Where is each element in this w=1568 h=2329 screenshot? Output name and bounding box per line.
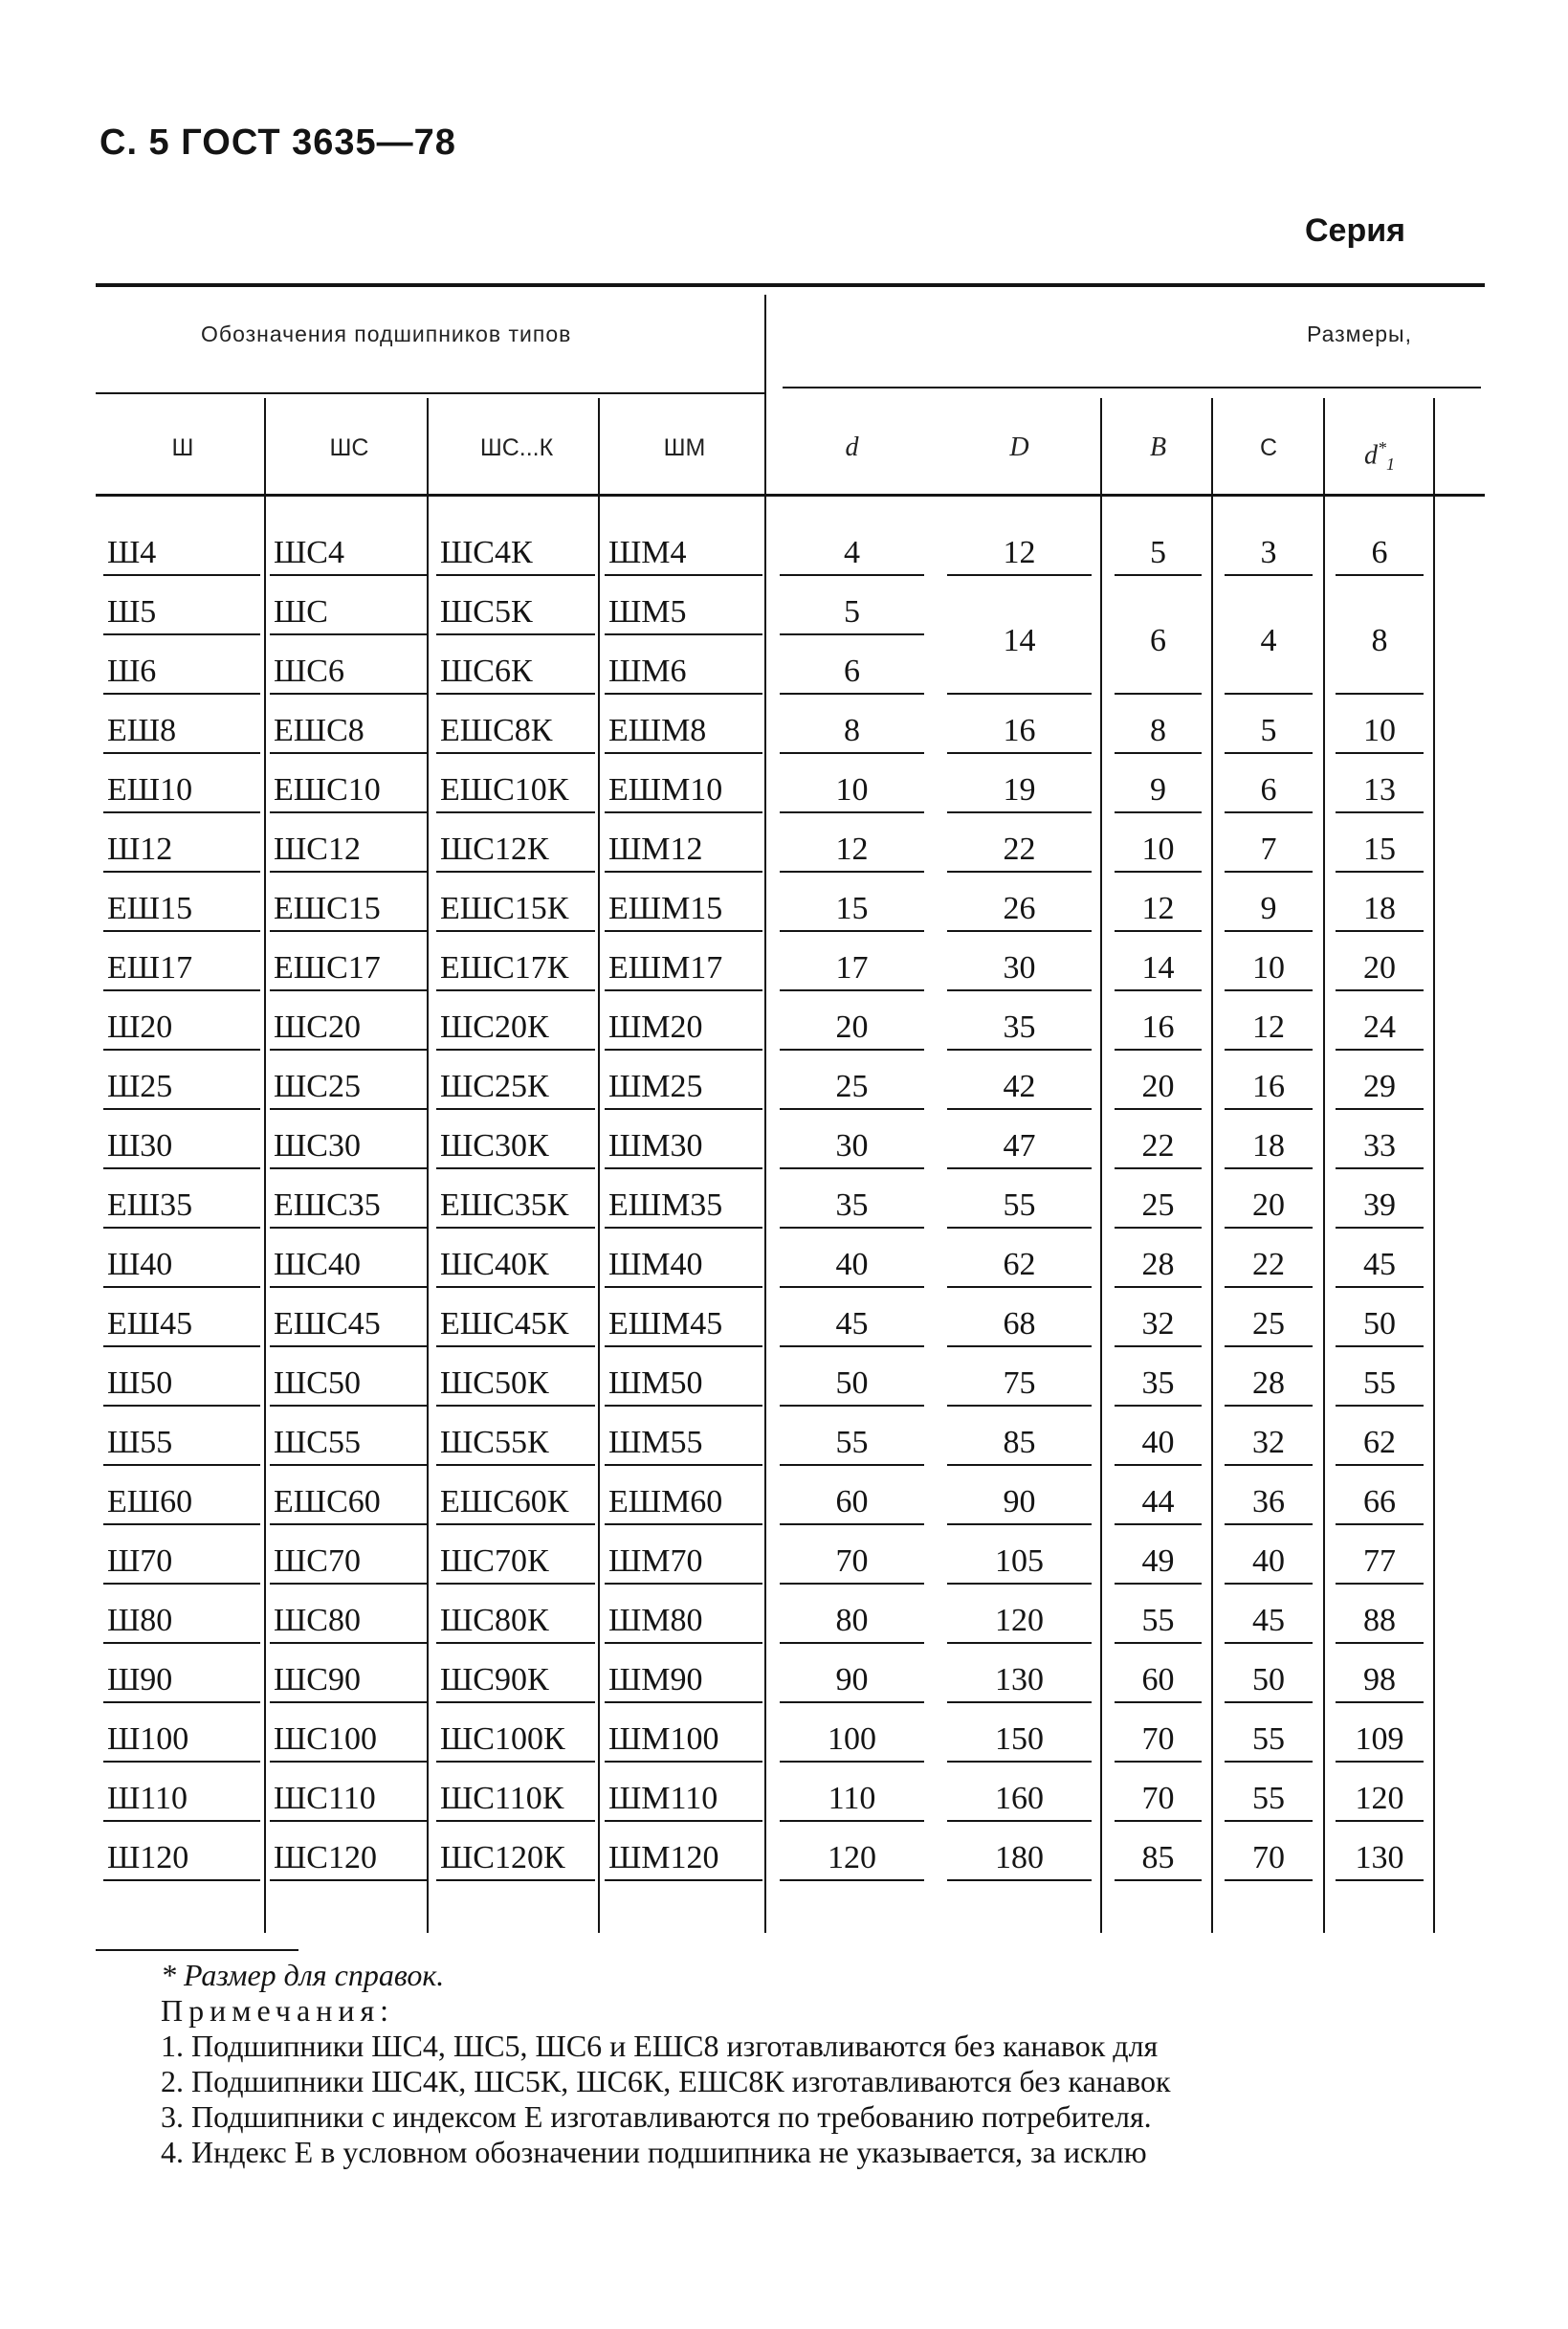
table-cell: 150 bbox=[947, 1719, 1092, 1763]
table-cell: ЕШМ35 bbox=[605, 1185, 762, 1229]
table-cell: 62 bbox=[1336, 1422, 1424, 1466]
table-cell: 26 bbox=[947, 888, 1092, 932]
table-cell: ШС100К bbox=[436, 1719, 595, 1763]
table-cell: 5 bbox=[1115, 532, 1202, 576]
table-cell: 22 bbox=[1115, 1125, 1202, 1169]
table-cell: 4 bbox=[780, 532, 924, 576]
table-cell: 105 bbox=[947, 1541, 1092, 1585]
table-cell: ШС25 bbox=[270, 1066, 427, 1110]
table-cell: 10 bbox=[780, 769, 924, 813]
table-cell: 85 bbox=[947, 1422, 1092, 1466]
table-cell: 10 bbox=[1225, 947, 1313, 991]
table-cell: 50 bbox=[1225, 1659, 1313, 1703]
table-cell: Ш55 bbox=[103, 1422, 260, 1466]
footnote-text: * Размер для справок. bbox=[161, 1958, 445, 1992]
table-cell: 14 bbox=[1003, 623, 1036, 658]
column-divider bbox=[264, 398, 266, 1933]
table-cell: ЕШМ8 bbox=[605, 710, 762, 754]
table-cell: ЕШ15 bbox=[103, 888, 260, 932]
table-cell: 28 bbox=[1225, 1363, 1313, 1407]
table-cell: ШМ120 bbox=[605, 1837, 762, 1881]
table-cell: 75 bbox=[947, 1363, 1092, 1407]
table-cell: 40 bbox=[780, 1244, 924, 1288]
table-cell: ШС25К bbox=[436, 1066, 595, 1110]
table-cell: 25 bbox=[780, 1066, 924, 1110]
table-cell: 100 bbox=[780, 1719, 924, 1763]
table-cell: ЕШС10К bbox=[436, 769, 595, 813]
table-cell: 40 bbox=[1225, 1541, 1313, 1585]
table-cell: ЕШ8 bbox=[103, 710, 260, 754]
table-cell: 7 bbox=[1225, 829, 1313, 873]
table-cell: ШС50 bbox=[270, 1363, 427, 1407]
table-cell: 70 bbox=[780, 1541, 924, 1585]
table-cell: ШМ110 bbox=[605, 1778, 762, 1822]
table-cell: ЕШС60 bbox=[270, 1481, 427, 1525]
table-cell: ЕШС17 bbox=[270, 947, 427, 991]
table-cell: Ш50 bbox=[103, 1363, 260, 1407]
column-divider bbox=[1100, 398, 1102, 1933]
table-cell: Ш20 bbox=[103, 1007, 260, 1051]
table-cell: 66 bbox=[1336, 1481, 1424, 1525]
table-cell: ШС80 bbox=[270, 1600, 427, 1644]
column-header: Ш bbox=[171, 434, 194, 461]
table-cell: 130 bbox=[947, 1659, 1092, 1703]
table-cell: ЕШ35 bbox=[103, 1185, 260, 1229]
table-cell: 6 bbox=[1225, 769, 1313, 813]
table-cell: ШС6 bbox=[270, 651, 427, 695]
table-cell: ЕШМ60 bbox=[605, 1481, 762, 1525]
table-cell: ШС40 bbox=[270, 1244, 427, 1288]
table-cell: 18 bbox=[1336, 888, 1424, 932]
table-cell: ШМ80 bbox=[605, 1600, 762, 1644]
table-cell: ЕШ45 bbox=[103, 1303, 260, 1347]
table-cell: ЕШС15К bbox=[436, 888, 595, 932]
table-cell: ШС12 bbox=[270, 829, 427, 873]
table-cell: ШС70К bbox=[436, 1541, 595, 1585]
table-cell: 68 bbox=[947, 1303, 1092, 1347]
table-cell: 24 bbox=[1336, 1007, 1424, 1051]
column-header: ШС...К bbox=[479, 434, 554, 461]
table-cell: 45 bbox=[1225, 1600, 1313, 1644]
table-cell: ЕШС45К bbox=[436, 1303, 595, 1347]
table-cell: ШС120К bbox=[436, 1837, 595, 1881]
table-cell: 22 bbox=[947, 829, 1092, 873]
table-cell: 98 bbox=[1336, 1659, 1424, 1703]
group-sub-rule-left bbox=[96, 392, 765, 394]
table-cell: 16 bbox=[947, 710, 1092, 754]
table-cell: 160 bbox=[947, 1778, 1092, 1822]
table-cell: 8 bbox=[780, 710, 924, 754]
table-cell: 30 bbox=[780, 1125, 924, 1169]
table-cell: 49 bbox=[1115, 1541, 1202, 1585]
table-cell: ЕШ17 bbox=[103, 947, 260, 991]
table-cell: 6 bbox=[1336, 532, 1424, 576]
table-cell: 33 bbox=[1336, 1125, 1424, 1169]
table-cell: 19 bbox=[947, 769, 1092, 813]
table-cell: ШС bbox=[270, 591, 427, 635]
table-cell: 180 bbox=[947, 1837, 1092, 1881]
footnote-rule bbox=[96, 1949, 298, 1951]
table-cell: ШС55К bbox=[436, 1422, 595, 1466]
table-cell: Ш5 bbox=[103, 591, 260, 635]
merged-cell-rule bbox=[1336, 693, 1424, 695]
note-item: 2. Подшипники ШС4К, ШС5К, ШС6К, ЕШС8К изготавливаются без канавок bbox=[161, 2064, 1171, 2098]
table-cell: Ш30 bbox=[103, 1125, 260, 1169]
table-cell: Ш100 bbox=[103, 1719, 260, 1763]
table-cell: ЕШС17К bbox=[436, 947, 595, 991]
table-cell: 28 bbox=[1115, 1244, 1202, 1288]
table-cell: ЕШМ17 bbox=[605, 947, 762, 991]
table-cell: ШМ90 bbox=[605, 1659, 762, 1703]
note-item: 3. Подшипники с индексом Е изготавливаются по требованию потребителя. bbox=[161, 2099, 1152, 2134]
table-cell: 5 bbox=[1225, 710, 1313, 754]
table-cell: 47 bbox=[947, 1125, 1092, 1169]
column-header bbox=[1324, 421, 1435, 475]
table-cell: ШС20 bbox=[270, 1007, 427, 1051]
table-cell: 120 bbox=[780, 1837, 924, 1881]
column-divider bbox=[598, 398, 600, 1933]
table-cell: 130 bbox=[1336, 1837, 1424, 1881]
table-cell: Ш4 bbox=[103, 532, 260, 576]
table-cell: 15 bbox=[780, 888, 924, 932]
table-cell: 4 bbox=[1260, 623, 1277, 658]
table-cell: 16 bbox=[1225, 1066, 1313, 1110]
table-cell: ШМ5 bbox=[605, 591, 762, 635]
table-cell: ШС120 bbox=[270, 1837, 427, 1881]
table-cell: 70 bbox=[1225, 1837, 1313, 1881]
table-cell: 20 bbox=[780, 1007, 924, 1051]
table-cell: ШМ30 bbox=[605, 1125, 762, 1169]
table-cell: ШС100 bbox=[270, 1719, 427, 1763]
merged-cell-rule bbox=[1115, 693, 1202, 695]
table-cell: ШС90 bbox=[270, 1659, 427, 1703]
table-cell: ШС4 bbox=[270, 532, 427, 576]
table-cell: Ш12 bbox=[103, 829, 260, 873]
table-cell: ЕШМ15 bbox=[605, 888, 762, 932]
table-cell: 45 bbox=[780, 1303, 924, 1347]
table-cell: 55 bbox=[1115, 1600, 1202, 1644]
table-cell: 50 bbox=[1336, 1303, 1424, 1347]
table-cell: 55 bbox=[1225, 1778, 1313, 1822]
table-cell: 6 bbox=[1150, 623, 1166, 658]
table-cell: ШС55 bbox=[270, 1422, 427, 1466]
table-cell: ЕШС45 bbox=[270, 1303, 427, 1347]
column-divider bbox=[1433, 398, 1435, 1933]
table-cell: 88 bbox=[1336, 1600, 1424, 1644]
table-cell: 8 bbox=[1115, 710, 1202, 754]
table-cell: Ш6 bbox=[103, 651, 260, 695]
column-header: d bbox=[845, 433, 859, 462]
table-cell: ШМ4 bbox=[605, 532, 762, 576]
table-cell: ЕШМ45 bbox=[605, 1303, 762, 1347]
table-cell: ЕШ10 bbox=[103, 769, 260, 813]
table-cell: ШМ55 bbox=[605, 1422, 762, 1466]
table-cell: ШМ6 bbox=[605, 651, 762, 695]
column-divider bbox=[1211, 398, 1213, 1933]
table-cell: ШМ25 bbox=[605, 1066, 762, 1110]
group-header-designations: Обозначения подшипников типов bbox=[201, 322, 572, 346]
table-cell: 20 bbox=[1336, 947, 1424, 991]
column-header: D bbox=[1009, 433, 1029, 462]
series-label: Серия bbox=[1305, 212, 1405, 249]
table-cell: 32 bbox=[1115, 1303, 1202, 1347]
table-cell: 62 bbox=[947, 1244, 1092, 1288]
column-header: ШС bbox=[329, 434, 369, 461]
table-cell: ШМ50 bbox=[605, 1363, 762, 1407]
table-cell: ШС50К bbox=[436, 1363, 595, 1407]
column-header-d1: d bbox=[1364, 440, 1378, 471]
table-cell: 70 bbox=[1115, 1719, 1202, 1763]
table-cell: 55 bbox=[1225, 1719, 1313, 1763]
table-cell: 32 bbox=[1225, 1422, 1313, 1466]
group-divider bbox=[764, 295, 766, 1933]
notes-block bbox=[161, 1958, 1443, 2170]
table-cell: 10 bbox=[1336, 710, 1424, 754]
table-cell: ЕШС35 bbox=[270, 1185, 427, 1229]
table-cell: 10 bbox=[1115, 829, 1202, 873]
table-cell: ЕШС10 bbox=[270, 769, 427, 813]
table-cell: Ш110 bbox=[103, 1778, 260, 1822]
table-cell: 120 bbox=[947, 1600, 1092, 1644]
table-cell: Ш80 bbox=[103, 1600, 260, 1644]
group-header-sizes: Размеры, bbox=[1307, 322, 1412, 346]
table-cell: 13 bbox=[1336, 769, 1424, 813]
note-item: 1. Подшипники ШС4, ШС5, ШС6 и ЕШС8 изготавливаются без канавок для bbox=[161, 2029, 1159, 2063]
table-cell: ШС110К bbox=[436, 1778, 595, 1822]
table-cell: ШМ70 bbox=[605, 1541, 762, 1585]
column-header: C bbox=[1259, 434, 1278, 461]
table-cell: ШС30 bbox=[270, 1125, 427, 1169]
table-cell: ЕШ60 bbox=[103, 1481, 260, 1525]
table-cell: ШС12К bbox=[436, 829, 595, 873]
page-header: С. 5 ГОСТ 3635—78 bbox=[99, 122, 456, 163]
table-cell: 29 bbox=[1336, 1066, 1424, 1110]
table-cell: Ш90 bbox=[103, 1659, 260, 1703]
table-cell: ШС40К bbox=[436, 1244, 595, 1288]
table-cell: ШМ20 bbox=[605, 1007, 762, 1051]
column-header-d1-sub: 1 bbox=[1386, 454, 1395, 474]
table-cell: 20 bbox=[1225, 1185, 1313, 1229]
table-cell: ЕШС8К bbox=[436, 710, 595, 754]
column-header-d1-star: * bbox=[1378, 438, 1386, 457]
table-cell: 44 bbox=[1115, 1481, 1202, 1525]
table-cell: Ш70 bbox=[103, 1541, 260, 1585]
table-cell: 70 bbox=[1115, 1778, 1202, 1822]
table-cell: ШС5К bbox=[436, 591, 595, 635]
table-cell: 90 bbox=[947, 1481, 1092, 1525]
table-cell: ШС30К bbox=[436, 1125, 595, 1169]
table-top-rule bbox=[96, 283, 1485, 287]
table-cell: ЕШС60К bbox=[436, 1481, 595, 1525]
table-cell: 22 bbox=[1225, 1244, 1313, 1288]
table-cell: 15 bbox=[1336, 829, 1424, 873]
table-cell: 18 bbox=[1225, 1125, 1313, 1169]
table-cell: 12 bbox=[1115, 888, 1202, 932]
table-cell: 9 bbox=[1225, 888, 1313, 932]
note-item: 4. Индекс Е в условном обозначении подшипника не указывается, за исклю bbox=[161, 2135, 1147, 2169]
table-cell: 85 bbox=[1115, 1837, 1202, 1881]
table-cell: ЕШМ10 bbox=[605, 769, 762, 813]
table-cell: 5 bbox=[780, 591, 924, 635]
table-cell: 25 bbox=[1225, 1303, 1313, 1347]
column-header: B bbox=[1149, 433, 1167, 462]
table-cell: 77 bbox=[1336, 1541, 1424, 1585]
table-cell: 35 bbox=[1115, 1363, 1202, 1407]
table-cell: ШС70 bbox=[270, 1541, 427, 1585]
table-cell: ШС20К bbox=[436, 1007, 595, 1051]
table-cell: 55 bbox=[780, 1422, 924, 1466]
table-cell: 17 bbox=[780, 947, 924, 991]
table-cell: 55 bbox=[1336, 1363, 1424, 1407]
table-cell: Ш25 bbox=[103, 1066, 260, 1110]
table-cell: ЕШС8 bbox=[270, 710, 427, 754]
table-cell: ШМ100 bbox=[605, 1719, 762, 1763]
table-cell: 42 bbox=[947, 1066, 1092, 1110]
column-divider bbox=[427, 398, 429, 1933]
notes-title: Примечания: bbox=[161, 1993, 395, 2028]
table-cell: ШС4К bbox=[436, 532, 595, 576]
table-cell: 110 bbox=[780, 1778, 924, 1822]
table-cell: 36 bbox=[1225, 1481, 1313, 1525]
table-cell: ШС80К bbox=[436, 1600, 595, 1644]
table-cell: 14 bbox=[1115, 947, 1202, 991]
table-cell: 12 bbox=[947, 532, 1092, 576]
group-sub-rule-right bbox=[783, 387, 1481, 388]
head-bottom-rule bbox=[96, 494, 1485, 497]
table-cell: 16 bbox=[1115, 1007, 1202, 1051]
table-cell: 30 bbox=[947, 947, 1092, 991]
table-cell: 39 bbox=[1336, 1185, 1424, 1229]
table-cell: 109 bbox=[1336, 1719, 1424, 1763]
table-cell: 35 bbox=[780, 1185, 924, 1229]
table-cell: ШС6К bbox=[436, 651, 595, 695]
table-cell: 25 bbox=[1115, 1185, 1202, 1229]
column-header: ШМ bbox=[663, 434, 706, 461]
merged-cell-rule bbox=[947, 693, 1092, 695]
table-cell: ШМ12 bbox=[605, 829, 762, 873]
table-cell: ШМ40 bbox=[605, 1244, 762, 1288]
table-cell: 60 bbox=[1115, 1659, 1202, 1703]
table-cell: ШС110 bbox=[270, 1778, 427, 1822]
table-cell: 20 bbox=[1115, 1066, 1202, 1110]
table-cell: 120 bbox=[1336, 1778, 1424, 1822]
table-cell: 12 bbox=[1225, 1007, 1313, 1051]
table-cell: 50 bbox=[780, 1363, 924, 1407]
table-cell: 60 bbox=[780, 1481, 924, 1525]
merged-cell-rule bbox=[1225, 693, 1313, 695]
table-cell: ЕШС15 bbox=[270, 888, 427, 932]
table-cell: 45 bbox=[1336, 1244, 1424, 1288]
table-cell: 9 bbox=[1115, 769, 1202, 813]
table-cell: 80 bbox=[780, 1600, 924, 1644]
table-cell: 12 bbox=[780, 829, 924, 873]
column-divider bbox=[1323, 398, 1325, 1933]
table-cell: Ш40 bbox=[103, 1244, 260, 1288]
table-cell: 8 bbox=[1371, 623, 1388, 658]
table-cell: ШС90К bbox=[436, 1659, 595, 1703]
table-cell: Ш120 bbox=[103, 1837, 260, 1881]
table-cell: 40 bbox=[1115, 1422, 1202, 1466]
table-cell: 55 bbox=[947, 1185, 1092, 1229]
table-cell: ЕШС35К bbox=[436, 1185, 595, 1229]
table-cell: 6 bbox=[780, 651, 924, 695]
table-cell: 35 bbox=[947, 1007, 1092, 1051]
table-cell: 90 bbox=[780, 1659, 924, 1703]
table-cell: 3 bbox=[1225, 532, 1313, 576]
